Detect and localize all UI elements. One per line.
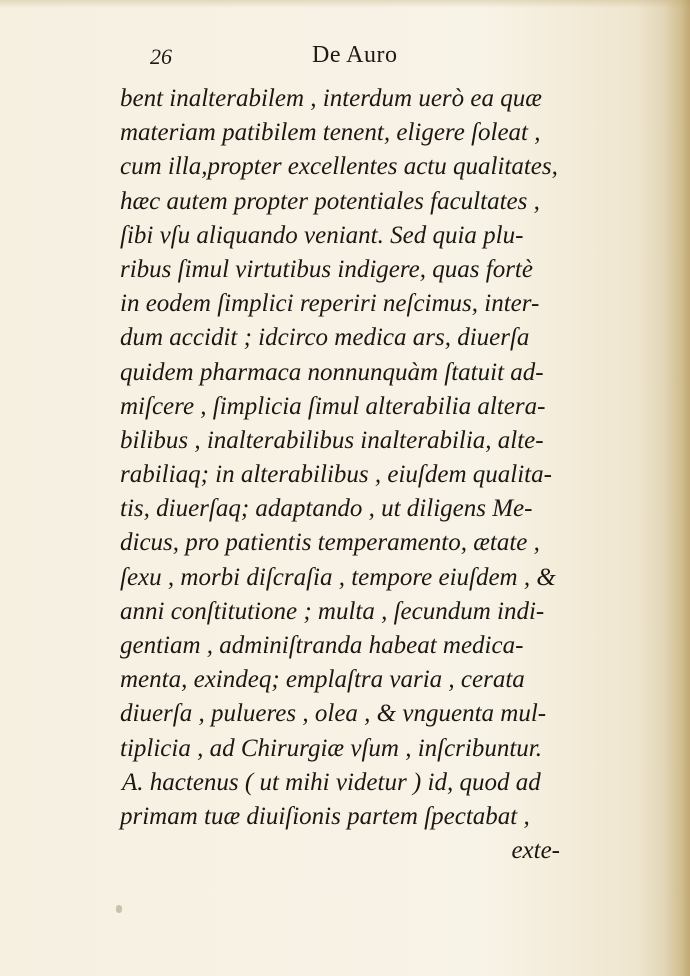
text-line: miſcere , ſimplicia ſimul alterabilia altera- [120, 392, 546, 420]
page-header [150, 44, 450, 76]
text-line: quidem pharmaca nonnunquàm ſtatuit ad- [120, 358, 544, 386]
text-line: bent inalterabilem , interdum uerò ea quæ [120, 85, 542, 112]
text-line: primam tuæ diuiſionis partem ſpectabat , [120, 802, 530, 830]
text-line: ſibi vſu aliquando veniant. Sed quia plu- [120, 221, 524, 249]
body-text [120, 82, 600, 868]
text-line: menta, exindeq; emplaſtra varia , cerata [120, 666, 525, 694]
text-line: bilibus , inalterabilibus inalterabilia, alte- [120, 426, 544, 454]
paper-stain-mark [116, 905, 122, 913]
text-line: hæc autem propter potentiales facultates , [120, 187, 540, 215]
text-line: materiam patibilem tenent, eligere ſoleat , [120, 119, 541, 147]
text-line: in eodem ſimplici reperiri neſcimus, inter- [120, 290, 540, 318]
catchword: exte- [511, 837, 560, 865]
text-line: A. hactenus ( ut mihi videtur ) id, quod ad [122, 768, 541, 796]
text-line: dum accidit ; idcirco medica ars, diuerſa [120, 324, 530, 352]
text-line: ribus ſimul virtutibus indigere, quas fortè [120, 255, 533, 283]
text-line: tiplicia , ad Chirurgiæ vſum , inſcribuntur. [120, 734, 543, 762]
text-line: cum illa,propter excellentes actu qualitates, [120, 153, 558, 181]
text-line: rabiliaq; in alterabilibus , eiuſdem qualita- [120, 461, 552, 489]
page-right-edge-shadow [664, 0, 690, 976]
page-number: 26 [150, 44, 172, 69]
page-top-edge [0, 0, 690, 8]
text-line: gentiam , adminiſtranda habeat medica- [120, 632, 524, 659]
running-title: De Auro [312, 42, 398, 68]
text-line: diuerſa , pulueres , olea , & vnguenta mul- [120, 700, 547, 728]
text-line: dicus, pro patientis temperamento, ætate , [120, 529, 540, 557]
text-line: tis, diuerſaq; adaptando , ut diligens Me- [120, 495, 533, 523]
text-line: ſexu , morbi diſcraſia , tempore eiuſdem , & [120, 563, 556, 591]
text-line: anni conſtitutione ; multa , ſecundum indi- [120, 597, 545, 625]
